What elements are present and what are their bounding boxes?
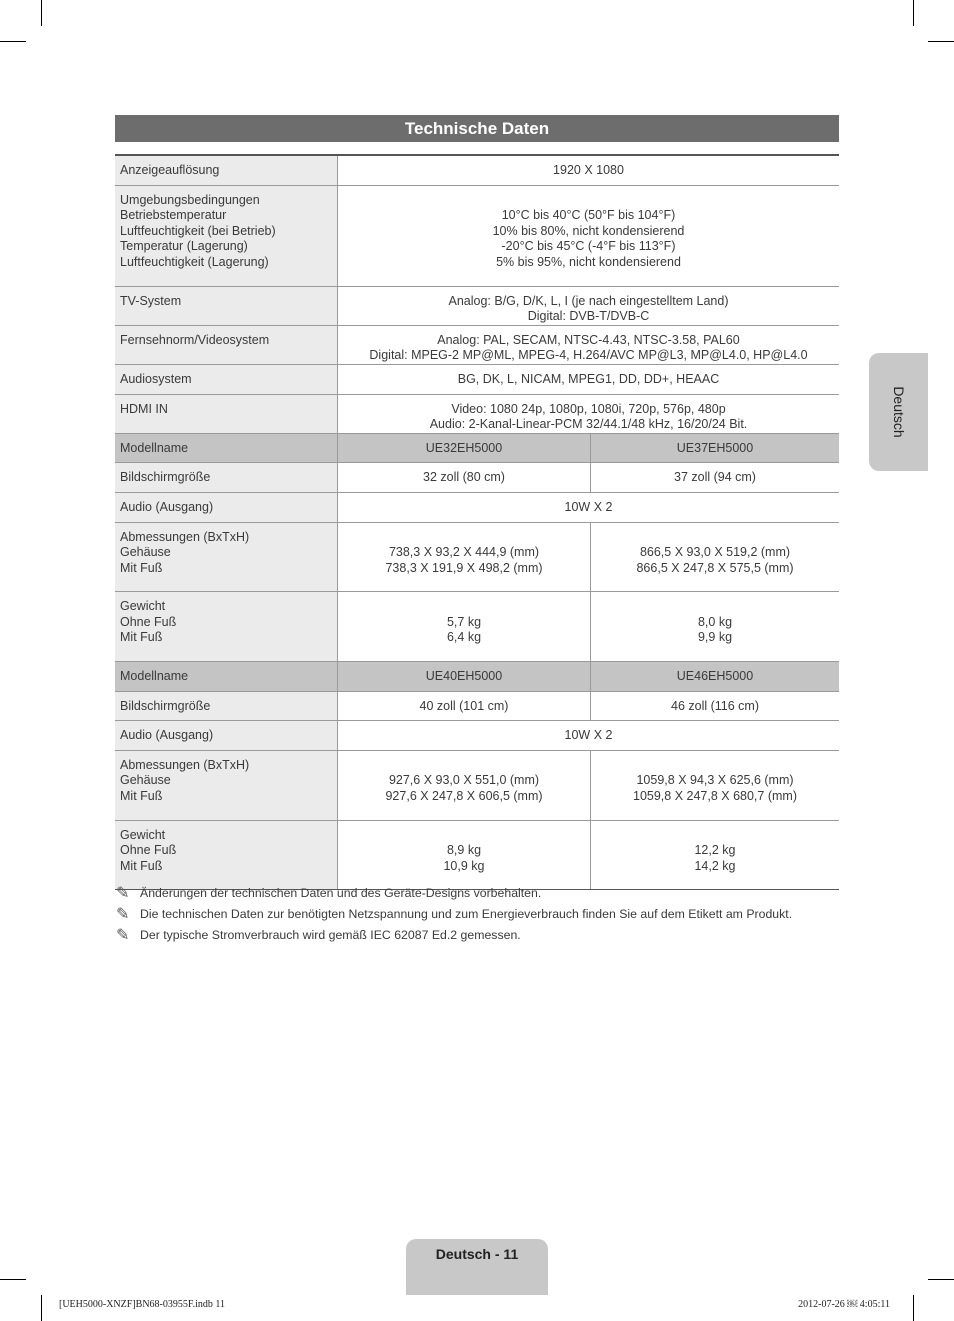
spec-value (338, 364, 840, 394)
cell-line: Ohne Fuß (120, 614, 177, 629)
table-row (115, 463, 839, 493)
cell-line: Anzeigeauflösung (120, 163, 220, 177)
pencil-note-icon: ✎ (116, 905, 130, 923)
table-row (115, 394, 839, 433)
cell-line: 5,7 kg (446, 614, 482, 629)
spec-value-model-b (591, 820, 840, 890)
cell-line: UE37EH5000 (676, 440, 754, 455)
spec-label (115, 325, 338, 364)
cell-line: 10% bis 80%, nicht kondensierend (492, 223, 685, 238)
cell-line: 10,9 kg (443, 858, 485, 873)
language-tab-label: Deutsch (890, 386, 907, 438)
cell-line: UE32EH5000 (425, 440, 503, 455)
spec-label (115, 721, 338, 751)
spec-value (338, 394, 840, 433)
spec-value-model-b (591, 662, 840, 692)
spec-label (115, 185, 338, 286)
spec-label (115, 394, 338, 433)
model-name-row (115, 433, 839, 463)
table-row (115, 691, 839, 721)
spec-label (115, 691, 338, 721)
cell-line: Luftfeuchtigkeit (Lagerung) (120, 254, 269, 269)
cell-line: Bildschirmgröße (120, 698, 211, 713)
spec-value-model-a (338, 662, 591, 692)
spec-label (115, 155, 338, 185)
crop-mark (928, 1279, 954, 1280)
note-item (116, 924, 792, 945)
spec-value-model-b (591, 433, 840, 463)
cell-line: Audio: 2-Kanal-Linear-PCM 32/44.1/48 kHz, 16/20/24 Bit. (429, 417, 748, 432)
spec-value-model-b (591, 750, 840, 820)
cell-line: Ohne Fuß (120, 843, 177, 858)
notes-list (116, 882, 792, 945)
crop-mark (913, 1295, 914, 1321)
cell-line: UE46EH5000 (676, 669, 754, 684)
cell-line: 10W X 2 (564, 499, 613, 514)
table-row (115, 750, 839, 820)
cell-line: Digital: MPEG-2 MP@ML, MPEG-4, H.264/AVC MP@L3, MP@L4.0, HP@L4.0 (369, 348, 808, 363)
spec-value-model-a (338, 463, 591, 493)
cell-line: Betriebstemperatur (120, 208, 227, 223)
spec-label (115, 463, 338, 493)
crop-mark (41, 1295, 42, 1321)
cell-line: Audio (Ausgang) (120, 499, 214, 514)
table-row (115, 155, 839, 185)
cell-line: 12,2 kg (694, 843, 736, 858)
cell-line: 40 zoll (101 cm) (419, 698, 509, 713)
cell-line: 46 zoll (116 cm) (671, 698, 759, 713)
model-name-row (115, 662, 839, 692)
cell-line: Gehäuse (120, 773, 171, 788)
spec-value-model-b (591, 463, 840, 493)
cell-line: HDMI IN (120, 401, 168, 416)
cell-line: Digital: DVB-T/DVB-C (527, 309, 650, 324)
cell-line (338, 193, 839, 209)
cell-line: 14,2 kg (694, 858, 736, 873)
table-row (115, 185, 839, 286)
table-row (115, 522, 839, 592)
cell-line: Umgebungsbedingungen (120, 192, 260, 207)
crop-mark (0, 41, 26, 42)
spec-value (338, 185, 840, 286)
cell-line: Mit Fuß (120, 789, 163, 804)
spec-value-model-a (338, 592, 591, 662)
cell-line: 8,0 kg (697, 614, 733, 629)
spec-label (115, 364, 338, 394)
cell-line: Modellname (120, 440, 189, 455)
cell-line: Mit Fuß (120, 560, 163, 575)
crop-mark (0, 1279, 26, 1280)
table-row (115, 721, 839, 751)
cell-line: 10°C bis 40°C (50°F bis 104°F) (501, 208, 676, 223)
cell-line: Gehäuse (120, 545, 171, 560)
cell-line: 5% bis 95%, nicht kondensierend (496, 254, 681, 269)
cell-line: 6,4 kg (446, 630, 482, 645)
pencil-note-icon: ✎ (116, 926, 130, 944)
spec-label (115, 492, 338, 522)
spec-value-model-a (338, 691, 591, 721)
note-item (116, 903, 792, 924)
pencil-note-icon: ✎ (116, 884, 130, 902)
crop-mark (41, 0, 42, 26)
cell-line: Modellname (120, 669, 189, 684)
cell-line: -20°C bis 45°C (-4°F bis 113°F) (501, 239, 676, 254)
cell-line: Video: 1080 24p, 1080p, 1080i, 720p, 576p, 480p (451, 401, 726, 416)
cell-line: Temperatur (Lagerung) (120, 239, 248, 254)
cell-line: Analog: B/G, D/K, L, I (je nach eingestelltem Land) (448, 293, 729, 308)
cell-line: UE40EH5000 (425, 669, 503, 684)
cell-line (338, 599, 590, 615)
spec-value (338, 492, 840, 522)
cell-line: Gewicht (120, 599, 166, 614)
cell-line: Audio (Ausgang) (120, 728, 214, 743)
cell-line: Mit Fuß (120, 630, 163, 645)
spec-label (115, 592, 338, 662)
language-side-tab (869, 353, 928, 471)
note-text: Die technischen Daten zur benötigten Netzspannung und zum Energieverbrauch finden Sie auf dem Etikett am Produkt. (140, 906, 793, 921)
spec-label (115, 286, 338, 325)
cell-line (338, 828, 590, 844)
crop-mark (928, 41, 954, 42)
table-row (115, 820, 839, 890)
cell-line: Luftfeuchtigkeit (bei Betrieb) (120, 223, 276, 238)
cell-line: 738,3 X 191,9 X 498,2 (mm) (385, 560, 543, 575)
note-text: Änderungen der technischen Daten und des Geräte-Designs vorbehalten. (140, 885, 542, 900)
spec-label (115, 750, 338, 820)
spec-value (338, 721, 840, 751)
cell-line: Gewicht (120, 827, 166, 842)
cell-line (591, 758, 839, 774)
cell-line: Fernsehnorm/Videosystem (120, 332, 270, 347)
spec-value-model-a (338, 750, 591, 820)
footer-file-info: [UEH5000-XNZF]BN68-03955F.indb 11 (59, 1299, 226, 1310)
spec-value (338, 155, 840, 185)
cell-line: 32 zoll (80 cm) (423, 470, 505, 485)
table-row (115, 325, 839, 364)
cell-line: 927,6 X 247,8 X 606,5 (mm) (385, 789, 543, 804)
cell-line: 1059,8 X 247,8 X 680,7 (mm) (633, 789, 797, 804)
spec-label (115, 433, 338, 463)
cell-line (591, 530, 839, 546)
cell-line: 1920 X 1080 (553, 163, 624, 177)
spec-value-model-a (338, 433, 591, 463)
cell-line: 8,9 kg (446, 843, 482, 858)
cell-line: 1059,8 X 94,3 X 625,6 (mm) (636, 773, 794, 788)
spec-value-model-b (591, 691, 840, 721)
table-row (115, 286, 839, 325)
cell-line: BG, DK, L, NICAM, MPEG1, DD, DD+, HEAAC (457, 371, 720, 386)
cell-line: 37 zoll (94 cm) (674, 470, 756, 485)
cell-line: Bildschirmgröße (120, 470, 211, 485)
table-row (115, 592, 839, 662)
spec-label (115, 662, 338, 692)
table-row (115, 364, 839, 394)
page-number-tab: Deutsch - 11 (406, 1239, 548, 1295)
spec-label (115, 522, 338, 592)
cell-line: 738,3 X 93,2 X 444,9 (mm) (388, 545, 540, 560)
cell-line: TV-System (120, 293, 182, 308)
spec-value-model-a (338, 820, 591, 890)
cell-line (591, 828, 839, 844)
spec-value-model-b (591, 522, 840, 592)
cell-line: Abmessungen (BxTxH) (120, 529, 250, 544)
cell-line: Audiosystem (120, 371, 192, 386)
spec-value (338, 286, 840, 325)
table-row (115, 492, 839, 522)
cell-line: 9,9 kg (697, 630, 733, 645)
cell-line: 866,5 X 93,0 X 519,2 (mm) (639, 545, 791, 560)
spec-value (338, 325, 840, 364)
section-title: Technische Daten (115, 115, 839, 142)
cell-line (591, 599, 839, 615)
cell-line: 927,6 X 93,0 X 551,0 (mm) (388, 773, 540, 788)
cell-line: 10W X 2 (564, 728, 613, 743)
cell-line: 866,5 X 247,8 X 575,5 (mm) (636, 560, 794, 575)
cell-line: Abmessungen (BxTxH) (120, 757, 250, 772)
crop-mark (913, 0, 914, 26)
spec-value-model-a (338, 522, 591, 592)
note-item (116, 882, 792, 903)
spec-value-model-b (591, 592, 840, 662)
cell-line (338, 758, 590, 774)
note-text: Der typische Stromverbrauch wird gemäß IEC 62087 Ed.2 gemessen. (140, 927, 521, 942)
footer-timestamp: 2012-07-26 ￼ 4:05:11 (798, 1299, 890, 1310)
spec-table (115, 154, 839, 890)
spec-label (115, 820, 338, 890)
cell-line (338, 530, 590, 546)
cell-line: Mit Fuß (120, 858, 163, 873)
cell-line: Analog: PAL, SECAM, NTSC-4.43, NTSC-3.58, PAL60 (437, 332, 740, 347)
